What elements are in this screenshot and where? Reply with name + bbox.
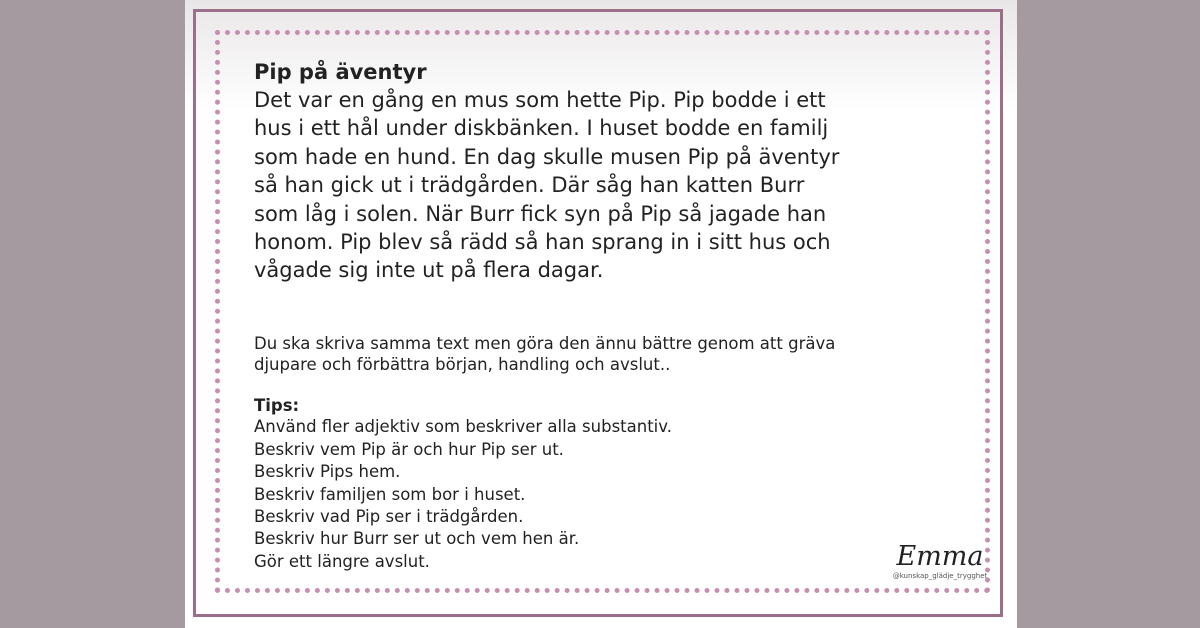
worksheet-content [254,58,994,573]
signature-handle: @kunskap_glädje_trygghet [892,572,988,580]
story-line: honom. Pip blev så rädd så han sprang in i sitt hus och [254,230,831,255]
instructions [254,333,994,376]
tips-heading: Tips: [254,395,300,415]
instruction-line: Du ska skriva samma text men göra den ännu bättre genom att gräva [254,333,836,353]
tip-item: Beskriv vad Pip ser i trädgården. [254,506,524,526]
story-line: så han gick ut i trädgården. Där såg han katten Burr [254,173,805,198]
story-text [254,86,994,285]
story-line: som låg i solen. När Burr fick syn på Pip så jagade han [254,201,827,226]
story-line: Det var en gång en mus som hette Pip. Pip bodde i ett [254,88,826,112]
story-line: vågade sig inte ut på flera dagar. [254,258,604,283]
instruction-line: djupare och förbättra början, handling och avslut.. [254,355,671,375]
worksheet-page [185,0,1017,628]
tip-item: Använd fler adjektiv som beskriver alla substantiv. [254,417,672,437]
story-title: Pip på äventyr [254,60,427,84]
tip-item: Beskriv Pips hem. [254,462,401,482]
tip-item: Beskriv hur Burr ser ut och vem hen är. [254,529,580,549]
tip-item: Beskriv vem Pip är och hur Pip ser ut. [254,439,564,459]
tips-list [254,416,994,573]
signature-name: Emma [896,541,984,572]
story-line: som hade en hund. En dag skulle musen Pip på äventyr [254,144,840,169]
story-line: hus i ett hål under diskbänken. I huset bodde en familj [254,116,829,141]
author-signature [885,542,995,594]
tip-item: Gör ett längre avslut. [254,551,430,571]
tip-item: Beskriv familjen som bor i huset. [254,484,526,504]
